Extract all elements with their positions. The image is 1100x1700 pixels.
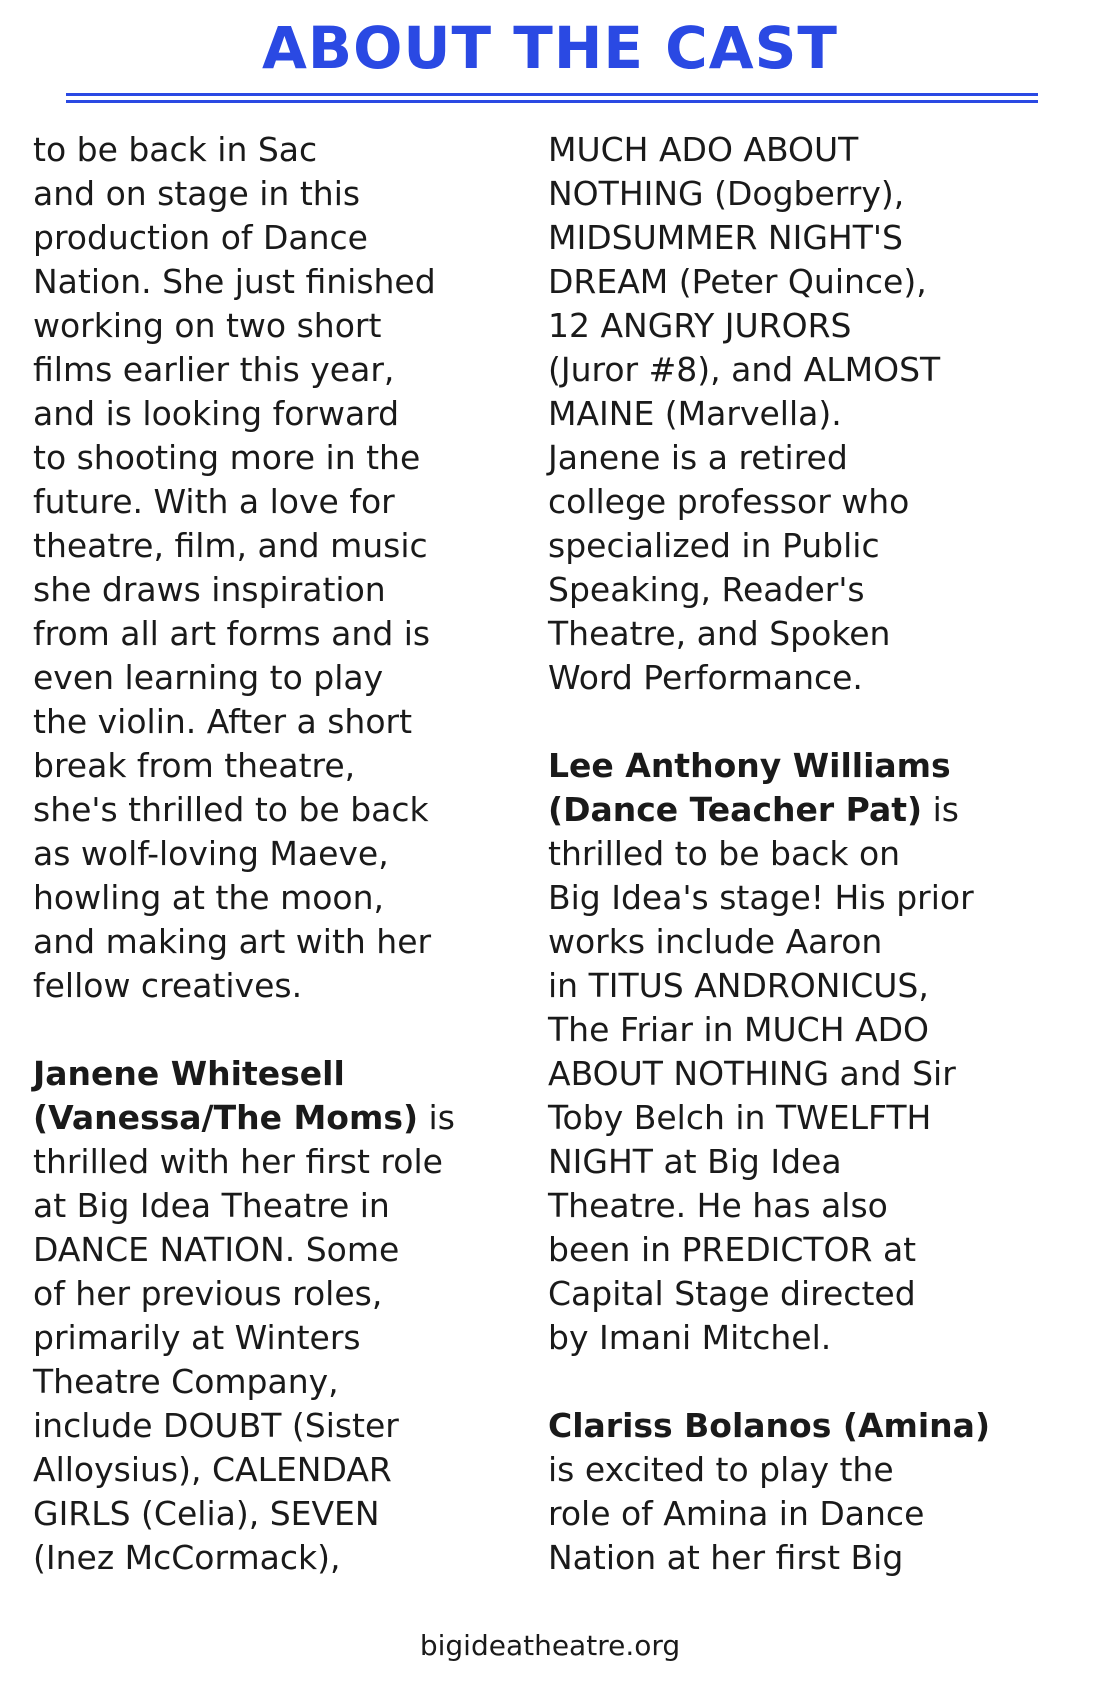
bio-line: MIDSUMMER NIGHT'S (548, 218, 903, 257)
bio-line: as wolf-loving Maeve, (33, 834, 389, 873)
bio-line: and is looking forward (33, 394, 400, 433)
bio-line: Toby Belch in TWELFTH (548, 1098, 932, 1137)
bio-line: NIGHT at Big Idea (548, 1142, 842, 1181)
bio-text: is (418, 1098, 455, 1137)
bio-line: the violin. After a short (33, 702, 413, 741)
bio-line: to shooting more in the (33, 438, 421, 477)
bio-line: 12 ANGRY JURORS (548, 306, 852, 345)
bio-line: DANCE NATION. Some (33, 1230, 400, 1269)
bio-line: Theatre. He has also (548, 1186, 888, 1225)
bio-line: and on stage in this (33, 174, 361, 213)
clariss-bolanos-bio (548, 1404, 1078, 1580)
cast-name: Clariss Bolanos (Amina) (548, 1406, 991, 1445)
cast-role-line (33, 1096, 543, 1140)
title-underline-top (66, 93, 1038, 96)
bio-line: future. With a love for (33, 482, 395, 521)
bio-line: at Big Idea Theatre in (33, 1186, 390, 1225)
bio-line: Speaking, Reader's (548, 570, 865, 609)
bio-line: (Juror #8), and ALMOST (548, 350, 941, 389)
bio-line: she's thrilled to be back (33, 790, 429, 829)
bio-line: Word Performance. (548, 658, 863, 697)
bio-line: college professor who (548, 482, 910, 521)
bio-line: production of Dance (33, 218, 368, 257)
bio-line: Nation at her first Big (548, 1538, 904, 1577)
bio-line: in TITUS ANDRONICUS, (548, 966, 929, 1005)
bio-line: thrilled to be back on (548, 834, 901, 873)
bio-line: MUCH ADO ABOUT (548, 130, 859, 169)
cast-role-line (548, 788, 1078, 832)
bio-line: Theatre, and Spoken (548, 614, 891, 653)
bio-line: she draws inspiration (33, 570, 386, 609)
cast-role: (Dance Teacher Pat) (548, 790, 923, 829)
lee-anthony-williams-bio (548, 744, 1078, 1360)
bio-line: works include Aaron (548, 922, 883, 961)
bio-line: Alloysius), CALENDAR (33, 1450, 392, 1489)
cast-role: (Vanessa/The Moms) (33, 1098, 419, 1137)
bio-line: ABOUT NOTHING and Sir (548, 1054, 956, 1093)
bio-line: fellow creatives. (33, 966, 303, 1005)
bio-line: of her previous roles, (33, 1274, 383, 1313)
bio-line: thrilled with her first role (33, 1142, 443, 1181)
bio-line: Janene is a retired (548, 438, 848, 477)
bio-line: even learning to play (33, 658, 384, 697)
title-underline-bottom (66, 100, 1038, 103)
bio-line: been in PREDICTOR at (548, 1230, 917, 1269)
bio-line: theatre, film, and music (33, 526, 428, 565)
bio-line: films earlier this year, (33, 350, 395, 389)
bio-line: break from theatre, (33, 746, 356, 785)
bio-line: howling at the moon, (33, 878, 385, 917)
maeve-bio-continued (33, 128, 543, 1008)
bio-line: by Imani Mitchel. (548, 1318, 832, 1357)
janene-whitesell-bio-continued (548, 128, 1078, 700)
bio-line: to be back in Sac (33, 130, 318, 169)
bio-line: Capital Stage directed (548, 1274, 916, 1313)
bio-line: Nation. She just finished (33, 262, 436, 301)
bio-line: role of Amina in Dance (548, 1494, 925, 1533)
bio-line: DREAM (Peter Quince), (548, 262, 927, 301)
bio-line: Big Idea's stage! His prior (548, 878, 974, 917)
bio-line: GIRLS (Celia), SEVEN (33, 1494, 380, 1533)
left-column (33, 128, 543, 1624)
bio-line: NOTHING (Dogberry), (548, 174, 905, 213)
bio-line: is excited to play the (548, 1450, 894, 1489)
bio-line: from all art forms and is (33, 614, 431, 653)
bio-line: specialized in Public (548, 526, 880, 565)
cast-name: Lee Anthony Williams (548, 746, 951, 785)
bio-line: and making art with her (33, 922, 432, 961)
footer-website: bigideatheatre.org (419, 1629, 681, 1662)
bio-line: Theatre Company, (33, 1362, 339, 1401)
bio-line: primarily at Winters (33, 1318, 361, 1357)
bio-line: MAINE (Marvella). (548, 394, 842, 433)
right-column (548, 128, 1078, 1624)
bio-line: (Inez McCormack), (33, 1538, 341, 1577)
bio-line: include DOUBT (Sister (33, 1406, 399, 1445)
bio-line: The Friar in MUCH ADO (548, 1010, 929, 1049)
bio-line: working on two short (33, 306, 382, 345)
bio-text: is (922, 790, 959, 829)
janene-whitesell-bio (33, 1052, 543, 1580)
cast-name: Janene Whitesell (33, 1054, 345, 1093)
page-title: ABOUT THE CAST (262, 14, 838, 82)
